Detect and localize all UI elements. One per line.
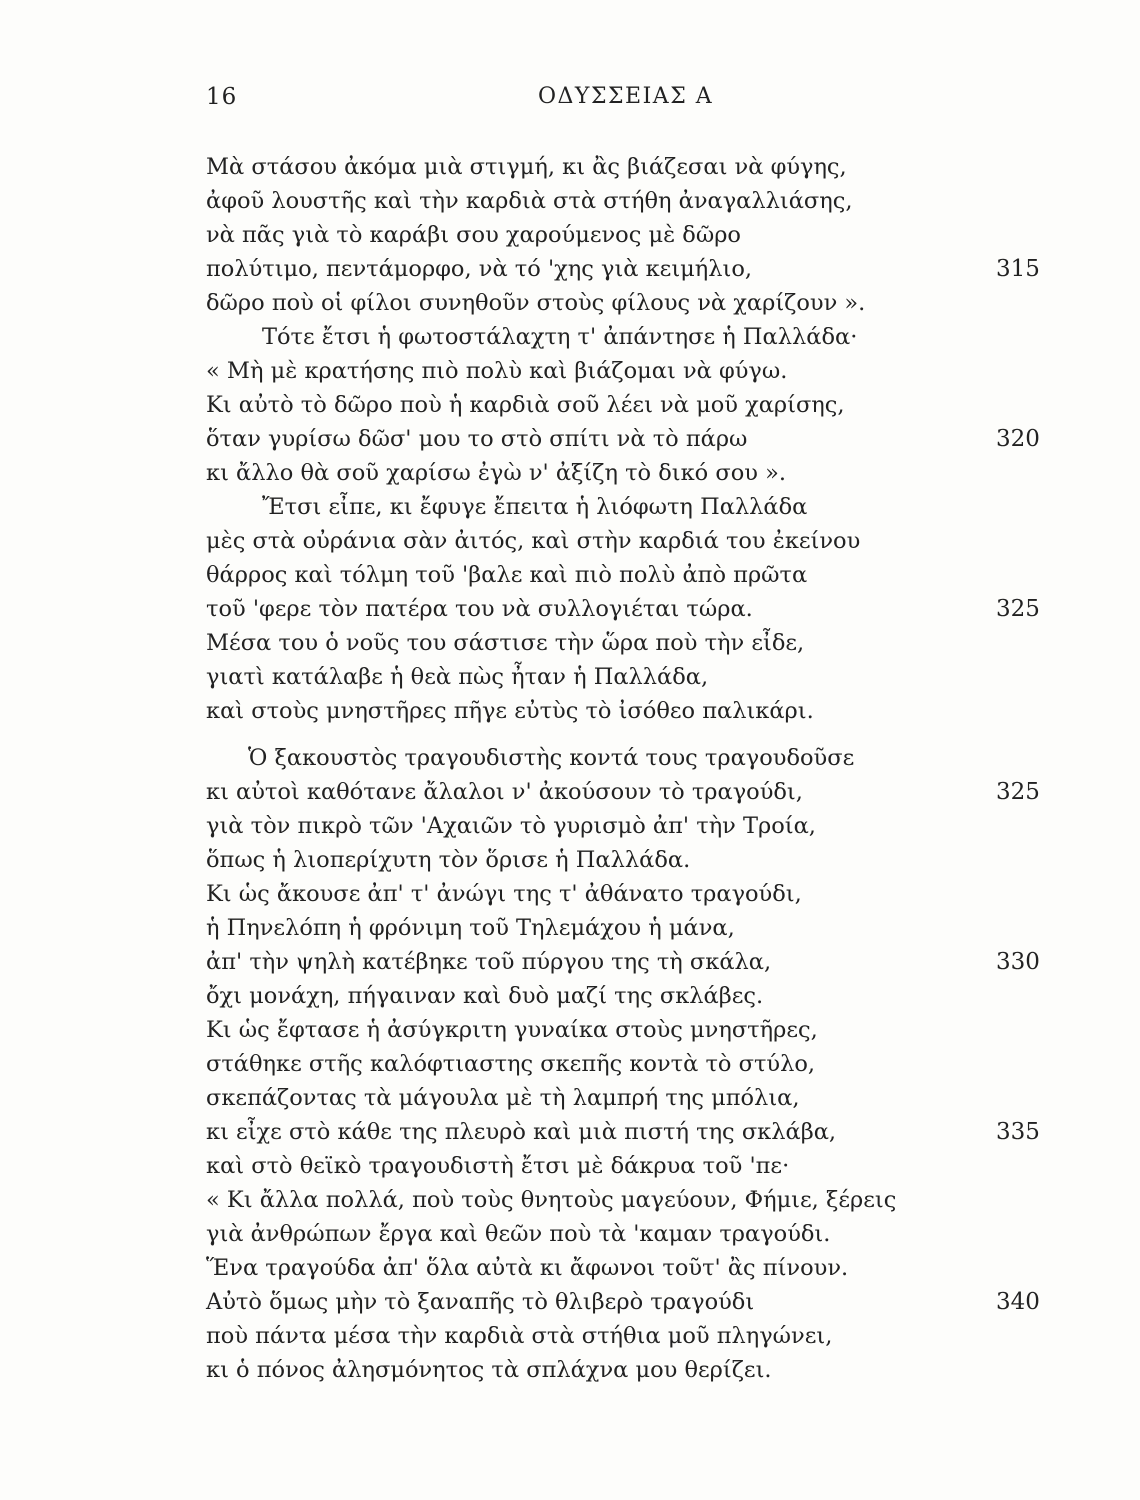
verse-text: ὄχι μονάχη, πήγαιναν καὶ δυὸ μαζί της σκλάβες. <box>206 983 764 1009</box>
verse-line <box>0 843 1140 877</box>
verse-text: Ἔτσι εἶπε, κι ἔφυγε ἔπειτα ἡ λιόφωτη Παλλάδα <box>262 494 808 520</box>
verse-text: Μὰ στάσου ἀκόμα μιὰ στιγμή, κι ἂς βιάζεσαι νὰ φύγης, <box>206 154 847 180</box>
verse-line <box>0 1081 1140 1115</box>
verse-line <box>0 1149 1140 1183</box>
verse-text: γιὰ ἀνθρώπων ἔργα καὶ θεῶν ποὺ τὰ 'καμαν τραγούδι. <box>206 1221 831 1247</box>
verse-line <box>0 558 1140 592</box>
verse-text: κι αὐτοὶ καθότανε ἄλαλοι ν' ἀκούσουν τὸ τραγούδι, <box>206 779 803 805</box>
verse-line <box>0 1183 1140 1217</box>
verse-text: καὶ στοὺς μνηστῆρες πῆγε εὐτὺς τὸ ἰσόθεο παλικάρι. <box>206 698 814 724</box>
line-number: 335 <box>996 1119 1040 1145</box>
verse-line <box>0 422 1140 456</box>
verse-line <box>0 524 1140 558</box>
verse-text: πολύτιμο, πεντάμορφο, νὰ τό 'χης γιὰ κειμήλιο, <box>206 256 753 282</box>
verse-text: « Κι ἄλλα πολλά, ποὺ τοὺς θνητοὺς μαγεύουν, Φήμιε, ξέρεις <box>206 1187 897 1213</box>
verse-line <box>0 1251 1140 1285</box>
verse-text: Μέσα του ὁ νοῦς του σάστισε τὴν ὥρα ποὺ τὴν εἶδε, <box>206 630 805 656</box>
verse-line <box>0 1285 1140 1319</box>
page-header <box>0 84 1140 116</box>
verse-text: ἀπ' τὴν ψηλὴ κατέβηκε τοῦ πύργου της τὴ σκάλα, <box>206 949 772 975</box>
verse-text: δῶρο ποὺ οἱ φίλοι συνηθοῦν στοὺς φίλους νὰ χαρίζουν ». <box>206 290 866 316</box>
verse-line <box>0 809 1140 843</box>
verse-text: Αὐτὸ ὅμως μὴν τὸ ξαναπῆς τὸ θλιβερὸ τραγούδι <box>206 1289 755 1315</box>
line-number: 325 <box>996 779 1040 805</box>
verse-line <box>0 1353 1140 1387</box>
verse-text: νὰ πᾶς γιὰ τὸ καράβι σου χαρούμενος μὲ δῶρο <box>206 222 741 248</box>
verse-line <box>0 979 1140 1013</box>
stanza-gap <box>0 728 1140 741</box>
verse-line <box>0 490 1140 524</box>
verse-line <box>0 184 1140 218</box>
verse-text: « Μὴ μὲ κρατήσης πιὸ πολὺ καὶ βιάζομαι νὰ φύγω. <box>206 358 788 384</box>
poem-text <box>0 150 1140 1387</box>
verse-text: ἀφοῦ λουστῆς καὶ τὴν καρδιὰ στὰ στήθη ἀναγαλλιάσης, <box>206 188 853 214</box>
verse-text: θάρρος καὶ τόλμη τοῦ 'βαλε καὶ πιὸ πολὺ ἀπὸ πρῶτα <box>206 562 808 588</box>
verse-text: γιατὶ κατάλαβε ἡ θεὰ πὼς ἦταν ἡ Παλλάδα, <box>206 664 709 690</box>
verse-line <box>0 218 1140 252</box>
verse-text: ποὺ πάντα μέσα τὴν καρδιὰ στὰ στήθια μοῦ πληγώνει, <box>206 1323 833 1349</box>
verse-line <box>0 775 1140 809</box>
line-number: 325 <box>996 596 1040 622</box>
verse-text: κι ἄλλο θὰ σοῦ χαρίσω ἐγὼ ν' ἀξίζη τὸ δικό σου ». <box>206 460 787 486</box>
verse-text: κι εἶχε στὸ κάθε της πλευρὸ καὶ μιὰ πιστή της σκλάβα, <box>206 1119 837 1145</box>
verse-line <box>0 1115 1140 1149</box>
page-number: 16 <box>206 84 238 110</box>
line-number: 330 <box>996 949 1040 975</box>
verse-line <box>0 1013 1140 1047</box>
verse-text: Κι αὐτὸ τὸ δῶρο ποὺ ἡ καρδιὰ σοῦ λέει νὰ μοῦ χαρίσης, <box>206 392 845 418</box>
verse-line <box>0 252 1140 286</box>
verse-line <box>0 694 1140 728</box>
verse-line <box>0 945 1140 979</box>
verse-line <box>0 1217 1140 1251</box>
verse-line <box>0 911 1140 945</box>
verse-line <box>0 354 1140 388</box>
verse-text: στάθηκε στῆς καλόφτιαστης σκεπῆς κοντὰ τὸ στύλο, <box>206 1051 816 1077</box>
line-number: 320 <box>996 426 1040 452</box>
line-number: 315 <box>996 256 1040 282</box>
verse-line <box>0 877 1140 911</box>
running-title: ΟΔΥΣΣΕΙΑΣ Α <box>538 84 714 109</box>
verse-line <box>0 741 1140 775</box>
verse-text: σκεπάζοντας τὰ μάγουλα μὲ τὴ λαμπρή της μπόλια, <box>206 1085 800 1111</box>
verse-line <box>0 320 1140 354</box>
verse-text: Κι ὡς ἄκουσε ἀπ' τ' ἀνώγι της τ' ἀθάνατο τραγούδι, <box>206 881 802 907</box>
verse-line <box>0 388 1140 422</box>
verse-text: γιὰ τὸν πικρὸ τῶν 'Αχαιῶν τὸ γυρισμὸ ἀπ' τὴν Τροία, <box>206 813 816 839</box>
verse-text: Τότε ἔτσι ἡ φωτοστάλαχτη τ' ἀπάντησε ἡ Παλλάδα· <box>262 324 858 350</box>
verse-text: Κι ὡς ἔφτασε ἡ ἀσύγκριτη γυναίκα στοὺς μνηστῆρες, <box>206 1017 818 1043</box>
verse-line <box>0 286 1140 320</box>
verse-text: μὲς στὰ οὐράνια σὰν ἀιτός, καὶ στὴν καρδιά του ἐκείνου <box>206 528 861 554</box>
verse-line <box>0 1319 1140 1353</box>
verse-text: Ἕνα τραγούδα ἀπ' ὅλα αὐτὰ κι ἄφωνοι τοῦτ' ἂς πίνουν. <box>206 1255 849 1281</box>
verse-line <box>0 660 1140 694</box>
verse-text: ἡ Πηνελόπη ἡ φρόνιμη τοῦ Τηλεμάχου ἡ μάνα, <box>206 915 735 941</box>
verse-line <box>0 592 1140 626</box>
verse-line <box>0 626 1140 660</box>
line-number: 340 <box>996 1289 1040 1315</box>
verse-text: καὶ στὸ θεϊκὸ τραγουδιστὴ ἔτσι μὲ δάκρυα τοῦ 'πε· <box>206 1153 790 1179</box>
verse-line <box>0 456 1140 490</box>
verse-line <box>0 1047 1140 1081</box>
verse-text: ὅταν γυρίσω δῶσ' μου το στὸ σπίτι νὰ τὸ πάρω <box>206 426 748 452</box>
verse-text: Ὁ ξακουστὸς τραγουδιστὴς κοντά τους τραγουδοῦσε <box>248 745 855 771</box>
verse-text: κι ὁ πόνος ἀλησμόνητος τὰ σπλάχνα μου θερίζει. <box>206 1357 772 1383</box>
verse-line <box>0 150 1140 184</box>
verse-text: τοῦ 'φερε τὸν πατέρα του νὰ συλλογιέται τώρα. <box>206 596 753 622</box>
verse-text: ὅπως ἡ λιοπερίχυτη τὸν ὅρισε ἡ Παλλάδα. <box>206 847 691 873</box>
